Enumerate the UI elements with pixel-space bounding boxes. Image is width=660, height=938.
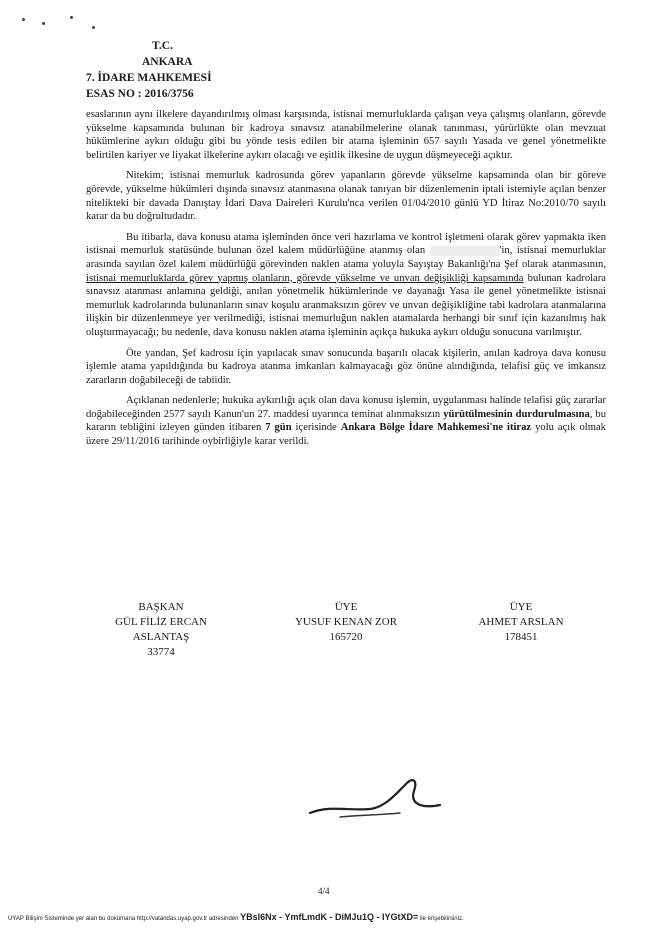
paragraph-3-part: Bu itibarla, dava konusu atama işleminden önce veri hazırlama ve kontrol işletmeni olarak görev yapmakta iken istisnai memurluk statüsünde bulunan özel kalem müdürlüğüne atanmış olan xyxy=(86,231,606,257)
signature-member-2 xyxy=(446,600,596,645)
signature-role: BAŞKAN xyxy=(138,601,184,613)
decision-body xyxy=(86,108,606,456)
document-header xyxy=(86,38,212,102)
header-tc: T.C. xyxy=(152,40,173,52)
speck xyxy=(92,26,95,29)
footer-text: UYAP Bilişim Sisteminde yer alan bu dokümana http://vatandas.uyap.gov.tr adresinden xyxy=(8,916,239,922)
paragraph-2: Nitekim; istisnai memurluk kadrosunda görev yapanların görevde yükselme kapsamında olan bir göreve görevde, yükselme hükümleri dışında sınavsız atanmasına olanak tanıyan bir düzenlemenin iptali istemiyle açılan benzer nitelikteki bir davada Danıştay İdari Dava Daireleri Kurulu'nca verilen 01/04/2010 günlü YD İtiraz No:2010/70 sayılı karar da bu doğrultudadır. xyxy=(86,170,606,223)
speck xyxy=(42,22,45,25)
signature-name: AHMET ARSLAN xyxy=(478,616,564,628)
header-esas-no: ESAS NO : 2016/3756 xyxy=(86,88,194,100)
page-number: 4/4 xyxy=(318,886,330,896)
speck xyxy=(70,16,73,19)
footer-text: ile erişebilirsiniz. xyxy=(419,916,464,922)
redacted-name xyxy=(430,246,500,256)
footer-verification-code: YBsl6Nx - YmfLmdK - DiMJu1Q - IYGtXD= xyxy=(240,912,419,922)
speck xyxy=(22,18,25,21)
signature-number: 165720 xyxy=(329,631,363,643)
header-city: ANKARA xyxy=(142,56,193,68)
signature-name: GÜL FİLİZ ERCAN ASLANTAŞ xyxy=(115,616,207,643)
paragraph-5-part: içerisinde xyxy=(291,422,341,434)
signature-number: 178451 xyxy=(504,631,538,643)
handwritten-signature xyxy=(300,765,450,825)
paragraph-5-bold: Ankara Bölge İdare Mahkemesi'ne itiraz xyxy=(340,422,532,434)
header-court: 7. İDARE MAHKEMESİ xyxy=(86,72,212,84)
paragraph-5-part: Açıklanan nedenlerle; hukuka aykırılığı açık olan dava konusu işlemin, uygulanması halinde telafisi güç zararlar doğabileceğinden 2577 sayılı Kanun'un 27. maddesi uyarınca teminat alınmaksızın xyxy=(86,395,606,420)
signature-name: YUSUF KENAN ZOR xyxy=(294,616,398,628)
signature-role: ÜYE xyxy=(334,601,358,613)
paragraph-4: Öte yandan, Şef kadrosu için yapılacak sınav sonucunda başarılı olacak kişilerin, anılan kadroya dava konusu işlemle atama yapıldığında bu kadroya atanma imkanları kalmayacağı göz önüne alındığında, telafisi güç ve imkansız zararların doğabileceği de tabiidir. xyxy=(86,347,606,386)
paragraph-3 xyxy=(86,231,606,340)
paragraph-5-part: yolu açık olmak üzere 29/11/2016 tarihinde oybirliğiyle karar verildi. xyxy=(86,422,606,448)
paragraph-3-underlined: istisnai memurluklarda görev yapmış olanların, görevde yükselme ve unvan değişikliği kapsamında xyxy=(86,272,524,284)
paragraph-3-part: bulunan kadrolara sınavsız atanması anlamına geldiği, anılan yönetmelik hükümlerinde ve dayanağı Yasa ile genel yönetmelikte istisnai memurluk kadrolarında bulunanların sınav koşulu aranmaksızın görev ve unvan değişikliğine tabi kadrolara atanmalarına ilişkin bir düzenlenmeye yer verilmediği, istisnai memurluğun naklen atamalarda herhangi bir sınıf için kazanılmış hak oluşturmayacağı; bu nedenle, dava konusu naklen atama işleminin açıkça hukuka aykırı olduğu sonucuna varılmıştır. xyxy=(86,272,606,338)
paragraph-5-part: , bu kararın tebliğini izleyen günden itibaren xyxy=(86,408,607,434)
paragraph-1: esaslarının aynı ilkelere dayandırılmış olması karşısında, istisnai memurluklarda çalışan veya çalışmış olanların, görevde yükselme kapsamında bulunan bir kadroya sınavsız atanabilmelerine olanak tanınması, yürürlükte olan mevzuat hükümlerine aykırı olduğu gibi bu yönde tesis edilen bir atama işleminin 657 sayılı Yasada ve genel yönetmelikte belirtilen kariyer ve liyakat ilkelerine aykırı olacağı ve eşitlik ilkesine de uygun düşmeyeceği açıktır. xyxy=(86,109,606,161)
uyap-footer xyxy=(8,912,653,922)
paragraph-5-bold: yürütülmesinin durdurulmasına xyxy=(443,408,590,420)
signature-member-1 xyxy=(261,600,431,645)
paragraph-5 xyxy=(86,394,606,448)
signature-role: ÜYE xyxy=(509,601,533,613)
paragraph-5-bold: 7 gün xyxy=(265,422,292,434)
signature-number: 33774 xyxy=(147,646,175,658)
signature-president xyxy=(86,600,236,660)
paragraph-3-part: 'in, istisnai memurluklar arasında sayılan özel kalem müdürlüğü görevinden naklen atama yoluyla Sayıştay Bakanlığı'na Şef olarak atanmasının, xyxy=(86,245,606,270)
